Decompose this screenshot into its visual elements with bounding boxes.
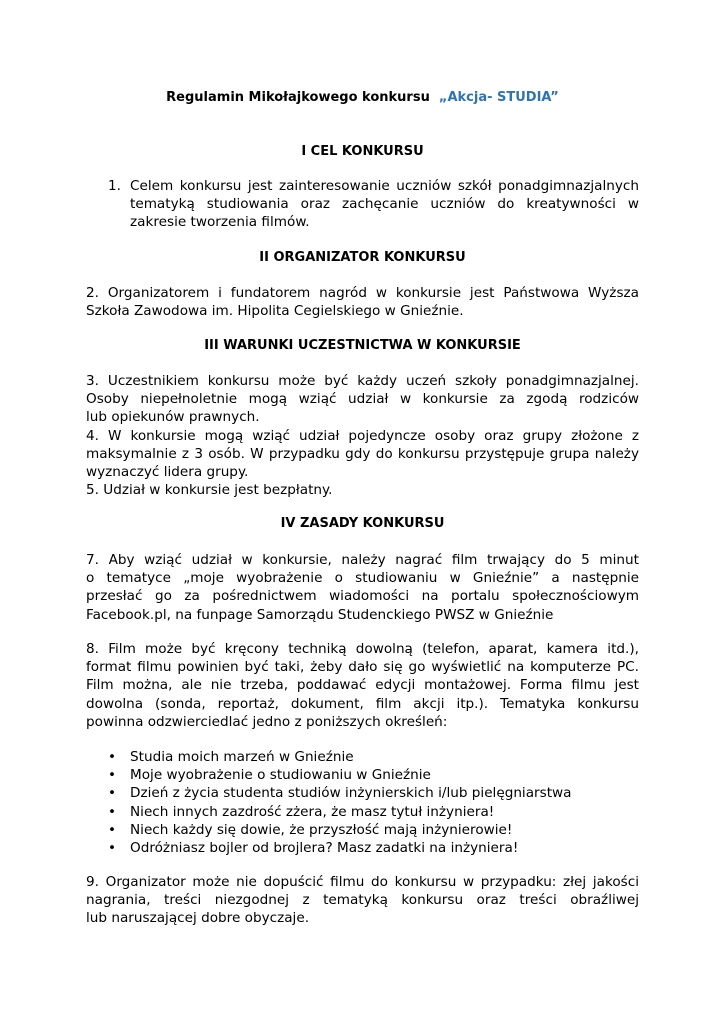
- numbered-item-1: [108, 177, 639, 232]
- title-accent: „Akcja- STUDIA”: [438, 90, 559, 105]
- bullet-icon: •: [108, 767, 117, 784]
- section-heading-warunki: III WARUNKI UCZESTNICTWA W KONKURSIE: [204, 338, 521, 353]
- paragraph-8: [86, 640, 639, 731]
- paragraph-line: przesłać go za pośrednictwem wiadomości na portalu społecznościowym: [86, 588, 639, 605]
- list-item: [86, 803, 639, 821]
- paragraph-2: [86, 284, 639, 320]
- list-item-text: Moje wyobrażenie o studiowaniu w Gnieźnie: [130, 767, 431, 784]
- paragraph-line: Szkoła Zawodowa im. Hipolita Cegielskiego w Gnieźnie.: [86, 303, 464, 320]
- paragraph-line: lub opiekunów prawnych.: [86, 409, 260, 426]
- paragraph-line: 3. Uczestnikiem konkursu może być każdy uczeń szkoły ponadgimnazjalnej.: [86, 373, 639, 389]
- item-line: zakresie tworzenia filmów.: [130, 214, 310, 231]
- list-item-text: Niech każdy się dowie, że przyszłość mają inżynierowie!: [130, 821, 513, 838]
- list-item: [86, 766, 639, 784]
- paragraph-3-5: [86, 372, 639, 499]
- list-item: [86, 821, 639, 839]
- list-item-text: Odróżniasz bojler od brojlera? Masz zadatki na inżyniera!: [130, 839, 519, 856]
- bullet-icon: •: [108, 821, 117, 838]
- bullet-icon: •: [108, 785, 117, 802]
- paragraph-line: 5. Udział w konkursie jest bezpłatny.: [86, 482, 333, 499]
- title-main: Regulamin Mikołajkowego konkursu: [166, 90, 430, 105]
- list-item: [86, 748, 639, 766]
- list-item-text: Studia moich marzeń w Gnieźnie: [130, 749, 354, 765]
- paragraph-line: 2. Organizatorem i fundatorem nagród w konkursie jest Państwowa Wyższa: [86, 285, 639, 301]
- paragraph-line: powinna odzwierciedlać jedno z poniższych określeń:: [86, 713, 448, 730]
- paragraph-line: dowolna (sonda, reportaż, dokument, film akcji itp.). Tematyka konkursu: [86, 695, 639, 712]
- list-item: [86, 784, 639, 802]
- paragraph-line: Facebook.pl, na funpage Samorządu Studenckiego PWSZ w Gnieźnie: [86, 606, 554, 623]
- paragraph-line: 9. Organizator może nie dopuścić filmu do konkursu w przypadku: złej jakości: [86, 874, 639, 890]
- section-heading-organizator: II ORGANIZATOR KONKURSU: [259, 250, 466, 265]
- paragraph-line: Osoby niepełnoletnie mogą wziąć udział w konkursie za zgodą rodziców: [86, 391, 639, 408]
- paragraph-line: 4. W konkursie mogą wziąć udział pojedyncze osoby oraz grupy złożone z: [86, 427, 639, 444]
- list-item-text: Dzień z życia studenta studiów inżynierskich i/lub pielęgniarstwa: [130, 785, 572, 802]
- paragraph-line: format filmu powinien być taki, żeby dało się go wyświetlić na komputerze PC.: [86, 659, 639, 676]
- paragraph-9: [86, 873, 639, 928]
- bullet-icon: •: [108, 839, 117, 856]
- paragraph-line: maksymalnie z 3 osób. W przypadku gdy do konkursu przystępuje grupa należy: [86, 445, 639, 462]
- bullet-icon: •: [108, 803, 117, 820]
- paragraph-line: o tematyce „moje wyobrażenie o studiowaniu w Gnieźnie” a następnie: [86, 570, 639, 587]
- list-item: [86, 839, 639, 857]
- paragraph-line: 7. Aby wziąć udział w konkursie, należy nagrać film trwający do 5 minut: [86, 552, 639, 568]
- paragraph-line: nagrania, treści niezgodnej z tematyką konkursu oraz treści obraźliwej: [86, 892, 639, 909]
- bullet-list: [86, 748, 639, 857]
- document-title: [86, 90, 639, 106]
- paragraph-line: Film można, ale nie trzeba, poddawać edycji montażowej. Forma filmu jest: [86, 677, 639, 694]
- paragraph-line: 8. Film może być kręcony techniką dowolną (telefon, aparat, kamera itd.),: [86, 641, 639, 657]
- item-line: tematyką studiowania oraz zachęcanie uczniów do kreatywności w: [130, 196, 639, 213]
- section-heading-cel: I CEL KONKURSU: [301, 144, 424, 159]
- section-heading-zasady: IV ZASADY KONKURSU: [280, 516, 445, 531]
- paragraph-line: wyznaczyć lidera grupy.: [86, 464, 249, 481]
- list-item-text: Niech innych zazdrość zżera, że masz tytuł inżyniera!: [130, 803, 495, 820]
- bullet-icon: •: [108, 749, 117, 765]
- paragraph-7: [86, 551, 639, 624]
- paragraph-line: lub naruszającej dobre obyczaje.: [86, 910, 310, 927]
- item-line: Celem konkursu jest zainteresowanie uczniów szkół ponadgimnazjalnych: [130, 178, 639, 194]
- item-number: 1.: [108, 178, 121, 194]
